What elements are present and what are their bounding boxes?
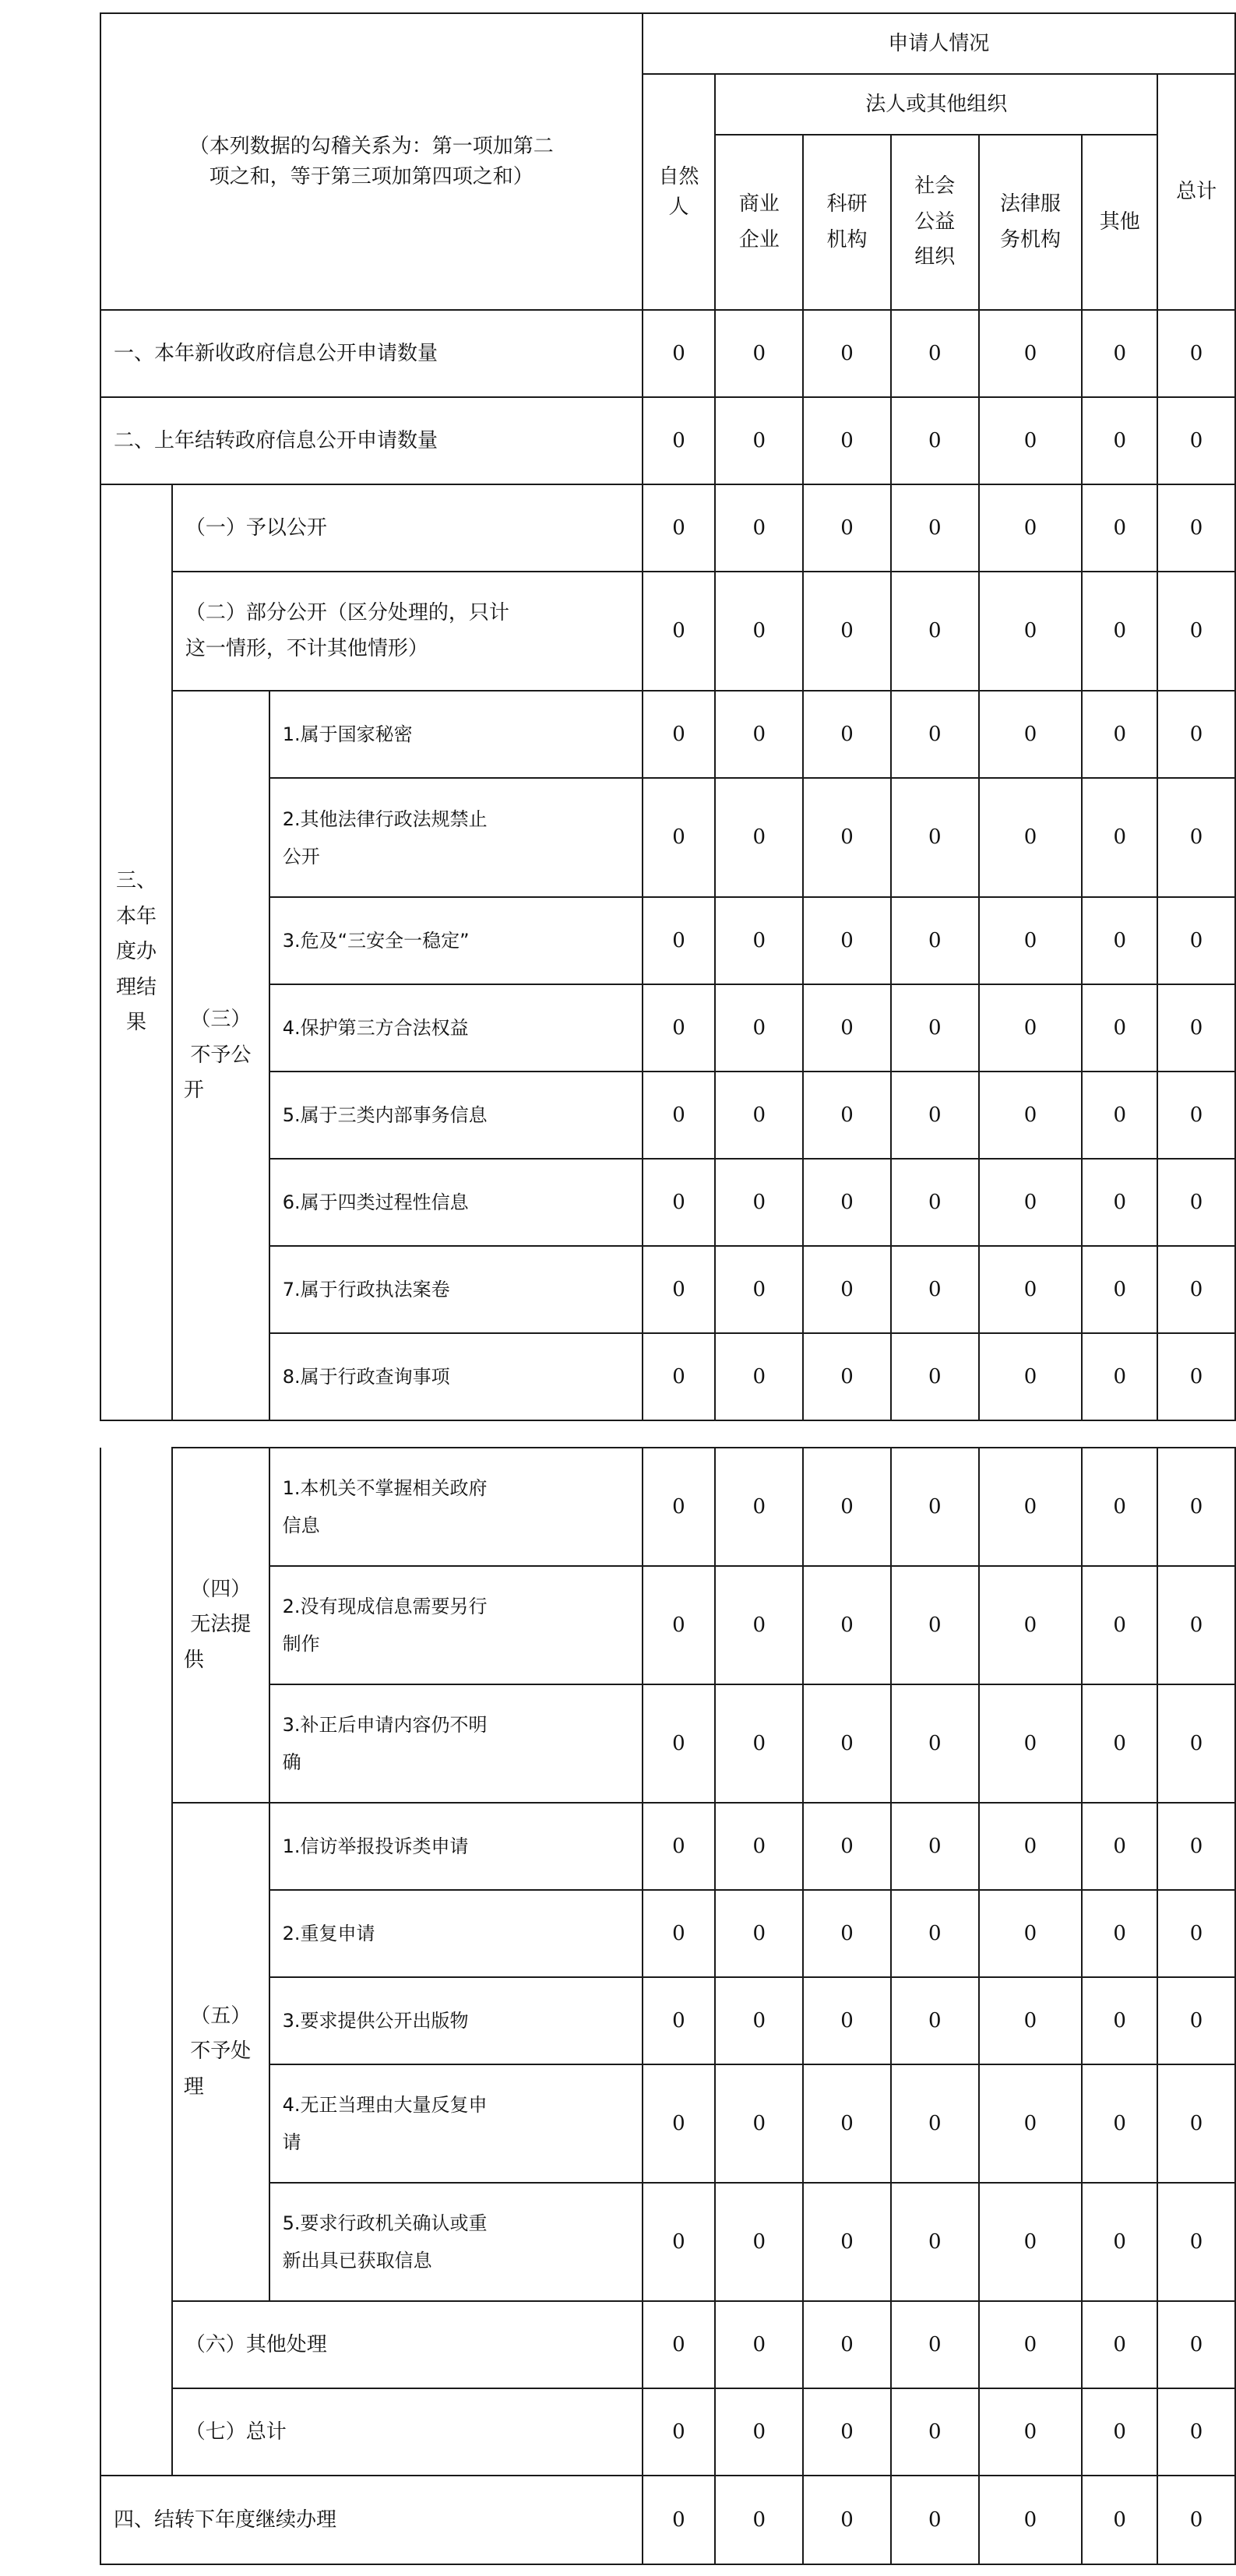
value-cell: 0 bbox=[715, 1333, 803, 1420]
value-cell: 0 bbox=[803, 1977, 891, 2064]
value-cell: 0 bbox=[1157, 2388, 1235, 2476]
value-cell: 0 bbox=[803, 397, 891, 484]
value-cell: 0 bbox=[1082, 1072, 1157, 1159]
sub-row-label: 3.危及“三安全一稳定” bbox=[269, 897, 643, 984]
value-cell: 0 bbox=[1157, 1803, 1235, 1890]
header-line: 公益 bbox=[914, 209, 956, 234]
value-cell: 0 bbox=[715, 1977, 803, 2064]
header-line: 自然 bbox=[658, 164, 699, 188]
value-cell: 0 bbox=[803, 1159, 891, 1246]
group5-label bbox=[172, 1803, 269, 2301]
value-cell: 0 bbox=[979, 2476, 1083, 2564]
value-cell: 0 bbox=[1157, 397, 1235, 484]
sub-row-label: 6.属于四类过程性信息 bbox=[269, 1159, 643, 1246]
value-cell: 0 bbox=[803, 984, 891, 1072]
label-line: 不予处 bbox=[190, 2039, 252, 2064]
value-cell: 0 bbox=[1082, 572, 1157, 691]
label-line: 请 bbox=[282, 2131, 301, 2153]
table-row bbox=[100, 778, 1235, 897]
value-cell: 0 bbox=[891, 1803, 979, 1890]
label-line: 供 bbox=[183, 1648, 204, 1672]
value-cell: 0 bbox=[643, 1333, 716, 1420]
value-cell: 0 bbox=[1157, 2476, 1235, 2564]
value-cell: 0 bbox=[1082, 484, 1157, 572]
value-cell: 0 bbox=[1082, 1333, 1157, 1420]
table-row bbox=[100, 897, 1235, 984]
value-cell: 0 bbox=[891, 572, 979, 691]
table-row bbox=[100, 1072, 1235, 1159]
value-cell: 0 bbox=[979, 1684, 1083, 1803]
value-cell: 0 bbox=[715, 397, 803, 484]
table-row bbox=[100, 691, 1235, 778]
label-line: 果 bbox=[125, 1011, 146, 1035]
total-header: 总计 bbox=[1157, 74, 1235, 310]
value-cell: 0 bbox=[643, 691, 716, 778]
label-line: 理 bbox=[183, 2075, 204, 2099]
value-cell: 0 bbox=[1157, 1684, 1235, 1803]
value-cell: 0 bbox=[1082, 310, 1157, 397]
row-label bbox=[172, 572, 643, 691]
sub-row-label: 1.属于国家秘密 bbox=[269, 691, 643, 778]
table-row bbox=[100, 2476, 1235, 2564]
value-cell: 0 bbox=[1082, 1159, 1157, 1246]
value-cell: 0 bbox=[891, 1448, 979, 1566]
relation-note-cell bbox=[100, 13, 643, 310]
header-line: 务机构 bbox=[999, 227, 1061, 252]
value-cell: 0 bbox=[803, 1684, 891, 1803]
value-cell: 0 bbox=[803, 1566, 891, 1684]
value-cell: 0 bbox=[891, 397, 979, 484]
value-cell: 0 bbox=[979, 1072, 1083, 1159]
value-cell: 0 bbox=[715, 778, 803, 897]
relation-note-line: （本列数据的勾稽关系为：第一项加第二 bbox=[188, 134, 554, 158]
legal-service-org-header bbox=[979, 135, 1083, 310]
value-cell: 0 bbox=[643, 897, 716, 984]
value-cell: 0 bbox=[803, 1448, 891, 1566]
value-cell: 0 bbox=[891, 2476, 979, 2564]
value-cell: 0 bbox=[1157, 1566, 1235, 1684]
table-row bbox=[100, 2064, 1235, 2183]
value-cell: 0 bbox=[643, 984, 716, 1072]
table-row bbox=[100, 984, 1235, 1072]
applicant-header: 申请人情况 bbox=[643, 13, 1235, 74]
label-line: （四） bbox=[190, 1577, 252, 1601]
value-cell: 0 bbox=[643, 484, 716, 572]
value-cell: 0 bbox=[643, 1072, 716, 1159]
value-cell: 0 bbox=[643, 1684, 716, 1803]
header-line: 商业 bbox=[738, 192, 780, 216]
row-label: 二、上年结转政府信息公开申请数量 bbox=[100, 397, 643, 484]
sub-row-label: 3.要求提供公开出版物 bbox=[269, 1977, 643, 2064]
value-cell: 0 bbox=[891, 691, 979, 778]
section3-label bbox=[100, 484, 172, 1420]
value-cell: 0 bbox=[979, 2301, 1083, 2388]
label-line: 本年 bbox=[115, 904, 157, 928]
sub-row-label bbox=[269, 2183, 643, 2301]
value-cell: 0 bbox=[803, 778, 891, 897]
label-line: 度办 bbox=[115, 940, 157, 964]
label-line: 2.没有现成信息需要另行 bbox=[282, 1596, 488, 1617]
value-cell: 0 bbox=[643, 778, 716, 897]
application-stats-table-part1 bbox=[100, 12, 1236, 1421]
value-cell: 0 bbox=[891, 897, 979, 984]
value-cell: 0 bbox=[643, 2064, 716, 2183]
application-stats-table-part2 bbox=[100, 1447, 1236, 2565]
label-line: 制作 bbox=[282, 1633, 320, 1655]
research-institution-header bbox=[803, 135, 891, 310]
value-cell: 0 bbox=[715, 1890, 803, 1977]
value-cell: 0 bbox=[643, 1803, 716, 1890]
value-cell: 0 bbox=[1157, 1159, 1235, 1246]
value-cell: 0 bbox=[891, 310, 979, 397]
value-cell: 0 bbox=[1157, 2064, 1235, 2183]
value-cell: 0 bbox=[643, 1246, 716, 1333]
value-cell: 0 bbox=[1157, 1448, 1235, 1566]
value-cell: 0 bbox=[979, 572, 1083, 691]
value-cell: 0 bbox=[715, 1803, 803, 1890]
other-header: 其他 bbox=[1082, 135, 1157, 310]
value-cell: 0 bbox=[803, 1803, 891, 1890]
header-line: 组织 bbox=[914, 245, 956, 269]
label-line: 不予公 bbox=[190, 1043, 252, 1067]
value-cell: 0 bbox=[803, 2064, 891, 2183]
value-cell: 0 bbox=[715, 2388, 803, 2476]
value-cell: 0 bbox=[1082, 2301, 1157, 2388]
value-cell: 0 bbox=[803, 2476, 891, 2564]
natural-person-header bbox=[643, 74, 716, 310]
value-cell: 0 bbox=[891, 1890, 979, 1977]
social-welfare-org-header bbox=[891, 135, 979, 310]
commercial-enterprise-header bbox=[715, 135, 803, 310]
value-cell: 0 bbox=[1157, 897, 1235, 984]
label-line: 1.本机关不掌握相关政府 bbox=[282, 1477, 488, 1499]
value-cell: 0 bbox=[979, 1333, 1083, 1420]
header-line: 法律服 bbox=[999, 192, 1061, 216]
value-cell: 0 bbox=[1082, 778, 1157, 897]
value-cell: 0 bbox=[1082, 2476, 1157, 2564]
value-cell: 0 bbox=[891, 1246, 979, 1333]
table-row bbox=[100, 1333, 1235, 1420]
header-line: 企业 bbox=[738, 227, 780, 252]
value-cell: 0 bbox=[1082, 984, 1157, 1072]
value-cell: 0 bbox=[891, 1684, 979, 1803]
value-cell: 0 bbox=[891, 1333, 979, 1420]
value-cell: 0 bbox=[1082, 2388, 1157, 2476]
sub-row-label bbox=[269, 1566, 643, 1684]
value-cell: 0 bbox=[1082, 1684, 1157, 1803]
value-cell: 0 bbox=[891, 1566, 979, 1684]
value-cell: 0 bbox=[715, 691, 803, 778]
row-label: （一）予以公开 bbox=[172, 484, 643, 572]
section3-continued bbox=[100, 1448, 172, 2476]
value-cell: 0 bbox=[979, 1803, 1083, 1890]
value-cell: 0 bbox=[979, 1448, 1083, 1566]
value-cell: 0 bbox=[979, 691, 1083, 778]
label-line: 这一情形，不计其他情形） bbox=[185, 636, 428, 660]
value-cell: 0 bbox=[715, 2183, 803, 2301]
label-line: 无法提 bbox=[190, 1613, 252, 1637]
value-cell: 0 bbox=[979, 897, 1083, 984]
value-cell: 0 bbox=[1157, 310, 1235, 397]
sub-row-label: 1.信访举报投诉类申请 bbox=[269, 1803, 643, 1890]
value-cell: 0 bbox=[715, 310, 803, 397]
value-cell: 0 bbox=[891, 1977, 979, 2064]
label-line: （二）部分公开（区分处理的，只计 bbox=[185, 601, 509, 625]
value-cell: 0 bbox=[643, 1448, 716, 1566]
sub-row-label: 2.重复申请 bbox=[269, 1890, 643, 1977]
group3-label bbox=[172, 691, 269, 1420]
value-cell: 0 bbox=[891, 2064, 979, 2183]
value-cell: 0 bbox=[1082, 2064, 1157, 2183]
label-line: 确 bbox=[282, 1751, 301, 1773]
value-cell: 0 bbox=[715, 2476, 803, 2564]
label-line: 2.其他法律行政法规禁止 bbox=[282, 808, 488, 830]
sub-row-label bbox=[269, 2064, 643, 2183]
label-line: 3.补正后申请内容仍不明 bbox=[282, 1714, 488, 1736]
value-cell: 0 bbox=[715, 897, 803, 984]
value-cell: 0 bbox=[803, 1072, 891, 1159]
value-cell: 0 bbox=[803, 2388, 891, 2476]
value-cell: 0 bbox=[1082, 2183, 1157, 2301]
value-cell: 0 bbox=[643, 2388, 716, 2476]
label-line: 4.无正当理由大量反复申 bbox=[282, 2094, 488, 2116]
label-line: 5.要求行政机关确认或重 bbox=[282, 2212, 488, 2234]
label-line: 信息 bbox=[282, 1515, 320, 1536]
value-cell: 0 bbox=[803, 1333, 891, 1420]
value-cell: 0 bbox=[1157, 778, 1235, 897]
label-line: 公开 bbox=[282, 845, 320, 867]
sub-row-label bbox=[269, 1448, 643, 1566]
value-cell: 0 bbox=[803, 1246, 891, 1333]
value-cell: 0 bbox=[891, 2183, 979, 2301]
value-cell: 0 bbox=[979, 778, 1083, 897]
value-cell: 0 bbox=[643, 1890, 716, 1977]
relation-note-line: 项之和，等于第三项加第四项之和） bbox=[209, 164, 533, 188]
label-line: （三） bbox=[190, 1008, 252, 1032]
value-cell: 0 bbox=[1157, 1333, 1235, 1420]
value-cell: 0 bbox=[643, 1977, 716, 2064]
label-line: 理结 bbox=[115, 975, 157, 999]
value-cell: 0 bbox=[979, 1566, 1083, 1684]
value-cell: 0 bbox=[891, 2388, 979, 2476]
label-line: 新出具已获取信息 bbox=[282, 2250, 432, 2272]
sub-row-label: 7.属于行政执法案卷 bbox=[269, 1246, 643, 1333]
value-cell: 0 bbox=[715, 1072, 803, 1159]
table-row bbox=[100, 1890, 1235, 1977]
value-cell: 0 bbox=[979, 1977, 1083, 2064]
value-cell: 0 bbox=[979, 484, 1083, 572]
value-cell: 0 bbox=[1082, 1246, 1157, 1333]
value-cell: 0 bbox=[1082, 1803, 1157, 1890]
table-row bbox=[100, 484, 1235, 572]
value-cell: 0 bbox=[891, 778, 979, 897]
value-cell: 0 bbox=[643, 397, 716, 484]
value-cell: 0 bbox=[1157, 691, 1235, 778]
legal-entity-group-header: 法人或其他组织 bbox=[715, 74, 1157, 135]
table-row bbox=[100, 2388, 1235, 2476]
value-cell: 0 bbox=[979, 2064, 1083, 2183]
value-cell: 0 bbox=[715, 1159, 803, 1246]
value-cell: 0 bbox=[1157, 484, 1235, 572]
value-cell: 0 bbox=[979, 2388, 1083, 2476]
value-cell: 0 bbox=[891, 1159, 979, 1246]
sub-row-label bbox=[269, 1684, 643, 1803]
table-row bbox=[100, 1448, 1235, 1566]
value-cell: 0 bbox=[1082, 1448, 1157, 1566]
row-label: 一、本年新收政府信息公开申请数量 bbox=[100, 310, 643, 397]
value-cell: 0 bbox=[643, 1566, 716, 1684]
value-cell: 0 bbox=[643, 310, 716, 397]
sub-row-label bbox=[269, 778, 643, 897]
label-line: 开 bbox=[183, 1079, 204, 1103]
value-cell: 0 bbox=[803, 897, 891, 984]
table-row bbox=[100, 397, 1235, 484]
value-cell: 0 bbox=[715, 1566, 803, 1684]
value-cell: 0 bbox=[891, 2301, 979, 2388]
value-cell: 0 bbox=[643, 2476, 716, 2564]
value-cell: 0 bbox=[979, 310, 1083, 397]
value-cell: 0 bbox=[643, 2183, 716, 2301]
table-row bbox=[100, 1159, 1235, 1246]
header-line: 机构 bbox=[826, 227, 868, 252]
value-cell: 0 bbox=[643, 2301, 716, 2388]
table-row bbox=[100, 2183, 1235, 2301]
header-line: 科研 bbox=[826, 192, 868, 216]
table-row bbox=[100, 1977, 1235, 2064]
sub-row-label: 5.属于三类内部事务信息 bbox=[269, 1072, 643, 1159]
value-cell: 0 bbox=[1157, 2301, 1235, 2388]
value-cell: 0 bbox=[715, 2064, 803, 2183]
value-cell: 0 bbox=[1157, 1072, 1235, 1159]
value-cell: 0 bbox=[979, 397, 1083, 484]
value-cell: 0 bbox=[1157, 2183, 1235, 2301]
value-cell: 0 bbox=[1157, 1890, 1235, 1977]
value-cell: 0 bbox=[803, 2183, 891, 2301]
group4-label bbox=[172, 1448, 269, 1803]
value-cell: 0 bbox=[1082, 691, 1157, 778]
table-row bbox=[100, 1566, 1235, 1684]
header-line: 人 bbox=[668, 195, 689, 219]
value-cell: 0 bbox=[979, 984, 1083, 1072]
table-row bbox=[100, 572, 1235, 691]
label-line: 三、 bbox=[115, 869, 157, 893]
value-cell: 0 bbox=[979, 1159, 1083, 1246]
value-cell: 0 bbox=[1082, 1566, 1157, 1684]
value-cell: 0 bbox=[643, 572, 716, 691]
value-cell: 0 bbox=[715, 572, 803, 691]
value-cell: 0 bbox=[979, 2183, 1083, 2301]
value-cell: 0 bbox=[1082, 1890, 1157, 1977]
value-cell: 0 bbox=[803, 572, 891, 691]
table-row bbox=[100, 2301, 1235, 2388]
value-cell: 0 bbox=[1082, 897, 1157, 984]
value-cell: 0 bbox=[1082, 397, 1157, 484]
value-cell: 0 bbox=[715, 484, 803, 572]
value-cell: 0 bbox=[891, 484, 979, 572]
value-cell: 0 bbox=[979, 1890, 1083, 1977]
table-row bbox=[100, 310, 1235, 397]
value-cell: 0 bbox=[891, 1072, 979, 1159]
value-cell: 0 bbox=[803, 484, 891, 572]
value-cell: 0 bbox=[715, 984, 803, 1072]
value-cell: 0 bbox=[1157, 984, 1235, 1072]
value-cell: 0 bbox=[1157, 1246, 1235, 1333]
value-cell: 0 bbox=[1082, 1977, 1157, 2064]
value-cell: 0 bbox=[715, 1448, 803, 1566]
sub-row-label: 4.保护第三方合法权益 bbox=[269, 984, 643, 1072]
row-label: （六）其他处理 bbox=[172, 2301, 643, 2388]
value-cell: 0 bbox=[1157, 572, 1235, 691]
value-cell: 0 bbox=[803, 691, 891, 778]
row-label: （七）总计 bbox=[172, 2388, 643, 2476]
value-cell: 0 bbox=[643, 1159, 716, 1246]
table-row bbox=[100, 1803, 1235, 1890]
value-cell: 0 bbox=[803, 310, 891, 397]
value-cell: 0 bbox=[715, 1246, 803, 1333]
value-cell: 0 bbox=[715, 2301, 803, 2388]
row-label: 四、结转下年度继续办理 bbox=[100, 2476, 643, 2564]
header-line: 社会 bbox=[914, 174, 956, 199]
table-row bbox=[100, 1684, 1235, 1803]
value-cell: 0 bbox=[979, 1246, 1083, 1333]
table-row bbox=[100, 1246, 1235, 1333]
value-cell: 0 bbox=[803, 2301, 891, 2388]
label-line: （五） bbox=[190, 2004, 252, 2028]
value-cell: 0 bbox=[1157, 1977, 1235, 2064]
sub-row-label: 8.属于行政查询事项 bbox=[269, 1333, 643, 1420]
value-cell: 0 bbox=[715, 1684, 803, 1803]
value-cell: 0 bbox=[891, 984, 979, 1072]
value-cell: 0 bbox=[803, 1890, 891, 1977]
